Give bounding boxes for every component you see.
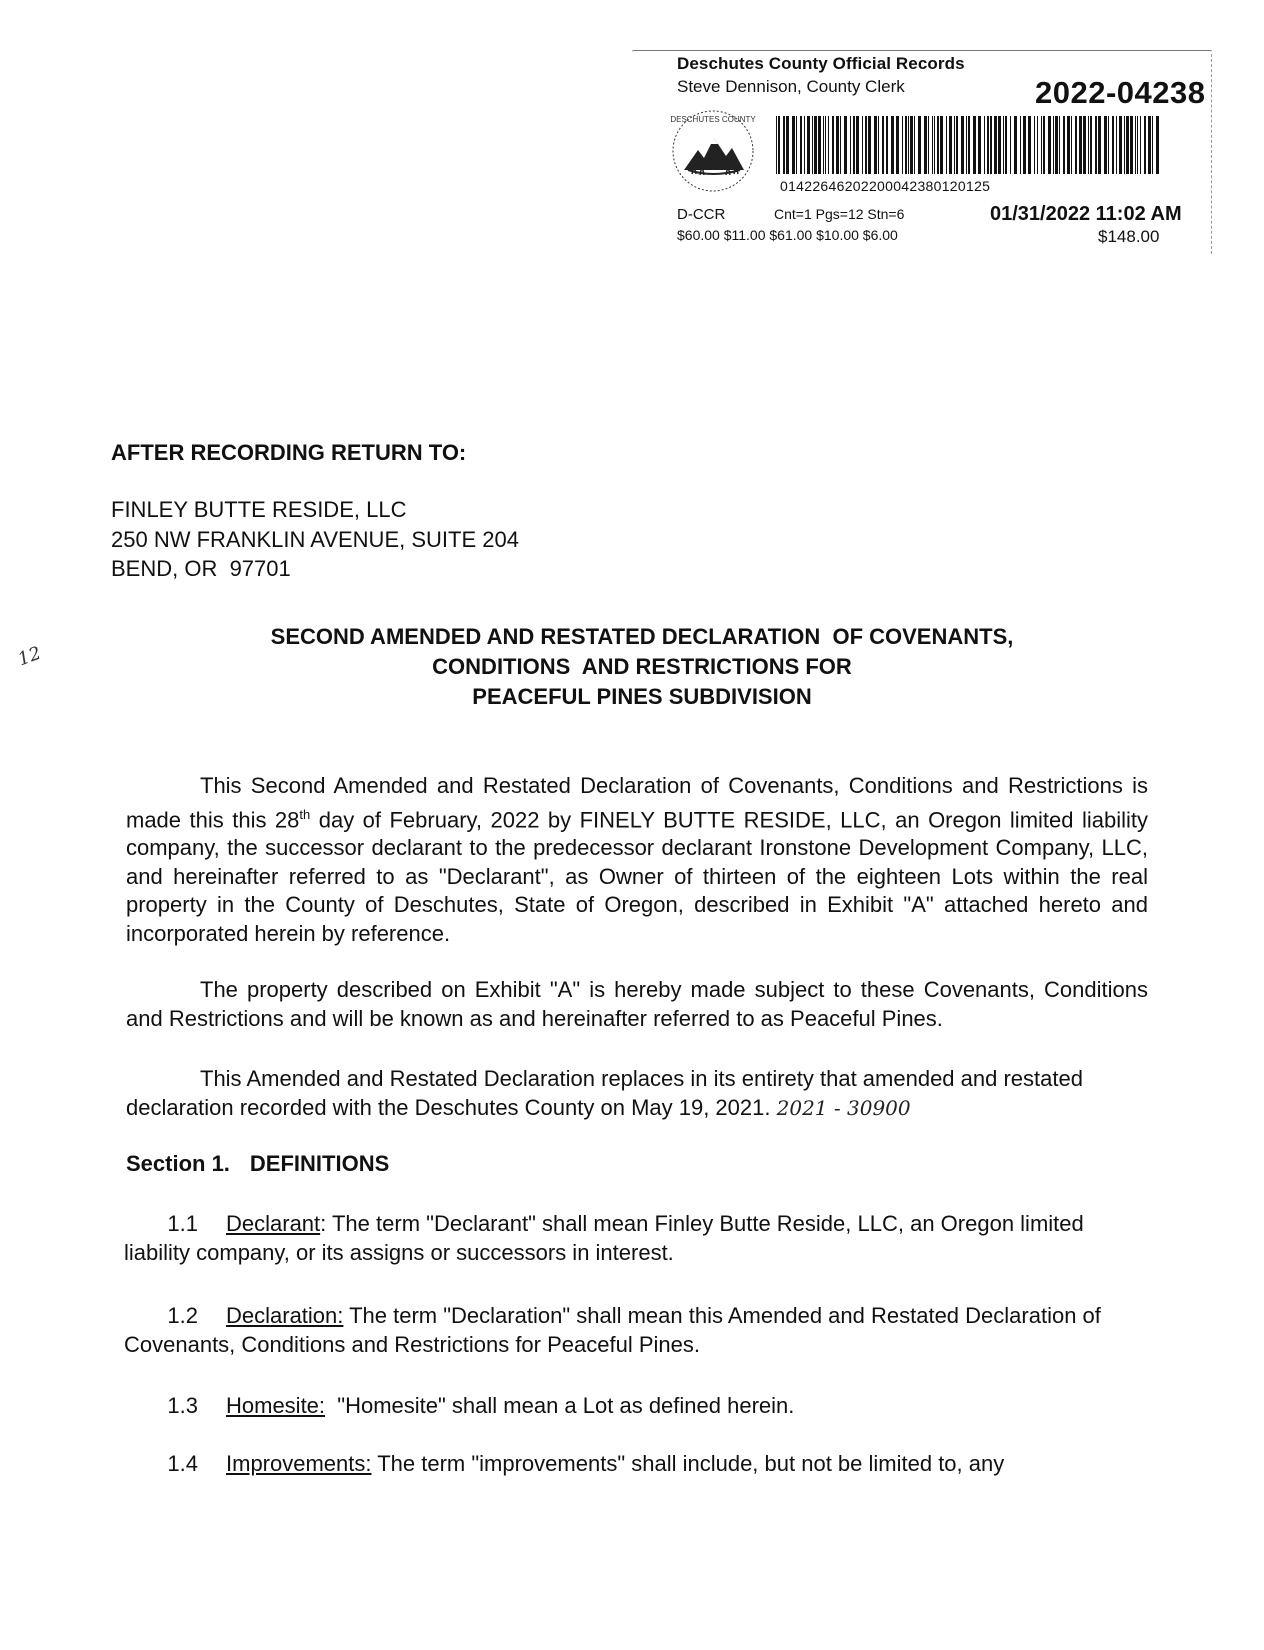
barcode-bar [932,116,933,174]
barcode-bar [1083,116,1086,174]
barcode-bar [1104,116,1107,174]
barcode-bar [1079,116,1082,174]
intro-text-a: This Second Amended and Restated Declaration of Covenants, Conditions and Restrictions is made this this 28 [126,773,1148,832]
definition-term: Improvements: [226,1451,372,1476]
barcode-bar [961,116,964,174]
barcode-bar [1023,116,1026,174]
barcode-bar [1034,116,1035,174]
barcode-bar [990,116,992,174]
barcode-bar [840,116,841,174]
return-line-3: BEND, OR 97701 [111,556,291,581]
definition-term: Declarant [226,1211,321,1236]
barcode-bar [946,116,947,174]
return-line-2: 250 NW FRANKLIN AVENUE, SUITE 204 [111,526,519,552]
barcode-bar [1048,116,1051,174]
stamp-edge [1210,54,1212,254]
barcode-bar [987,116,989,174]
barcode-bar [818,116,821,174]
section-number: Section 1. [126,1151,230,1176]
barcode-bar [886,116,888,174]
definition-1-3 [124,1392,1148,1421]
handwritten-record-number: 2021 - 30900 [776,1095,911,1120]
section-title: DEFINITIONS [249,1151,390,1176]
definition-1-1 [124,1210,1148,1267]
barcode-bar [828,116,829,174]
return-address [111,495,519,584]
barcode-bar [783,116,785,174]
barcode-bar [905,116,907,174]
stamp-total: $148.00 [1098,227,1160,246]
barcode-bar [1112,116,1114,174]
definition-term: Declaration: [226,1303,344,1328]
barcode-bar [1067,116,1070,174]
seal-text: DESCHUTES COUNTY [670,115,756,124]
margin-handwritten-note: 12 [15,642,44,671]
barcode-bar [994,116,997,174]
barcode-bar [1028,116,1031,174]
barcode-bar [1003,116,1004,174]
stamp-title: Deschutes County Official Records [677,54,965,73]
barcode-bar [1119,116,1122,174]
barcode-bar [800,116,802,174]
barcode-bar [1041,116,1042,174]
barcode-bar [1124,116,1125,174]
return-heading: AFTER RECORDING RETURN TO: [111,440,467,465]
barcode-bar [792,116,795,174]
barcode-bar [908,116,909,174]
barcode-bar [914,116,915,174]
definition-term: Homesite: [226,1393,326,1418]
property-text: The property described on Exhibit "A" is hereby made subject to these Covenants, Conditions and Restrictions and will be known as and hereinafter referred to as Peaceful Pines. [126,977,1148,1031]
stamp-datetime: 01/31/2022 11:02 AM [990,203,1182,225]
barcode-bar [1088,116,1089,174]
intro-sup: th [299,806,311,822]
barcode-bar [1043,116,1045,174]
barcode-bar [814,116,817,174]
barcode-bar [924,116,927,174]
barcode-bar [1108,116,1109,174]
section-1-heading [126,1150,389,1178]
barcode-bar [1140,116,1141,174]
barcode-bar [918,116,921,174]
definition-sep: : [320,1211,327,1236]
barcode-bar [823,116,824,174]
return-line-1: FINLEY BUTTE RESIDE, LLC [111,497,407,522]
barcode-bar [1020,116,1021,174]
barcode-bar [836,116,839,174]
barcode-bar [891,116,894,174]
barcode-bar [796,116,797,174]
barcode-bar [910,116,913,174]
barcode-bar [1010,116,1011,174]
barcode-bar [1135,116,1136,174]
barcode-bar [937,116,939,174]
definition-number: 1.1 [167,1211,198,1236]
barcode-bar [786,116,789,174]
barcode-bar [1156,116,1159,174]
definition-text: The term "Declarant" shall mean Finley Butte Reside, LLC, an Oregon limited liability company, or its assigns or successors in interest. [124,1211,1084,1265]
definition-number: 1.2 [167,1303,198,1328]
barcode-bar [902,116,903,174]
property-paragraph [126,976,1148,1033]
barcode-bar [778,116,780,174]
barcode-bar [1053,116,1054,174]
barcode-bar [844,116,847,174]
barcode-bar [1144,116,1146,174]
barcode-bar [896,116,899,174]
definition-number: 1.4 [167,1451,198,1476]
barcode-bar [1137,116,1138,174]
barcode-bar [1063,116,1065,174]
barcode-bar [850,116,851,174]
barcode-bar [1126,116,1129,174]
barcode-bar [878,116,879,174]
barcode-bar [776,116,777,174]
definition-text: "Homesite" shall mean a Lot as defined herein. [325,1393,795,1418]
document-title [200,622,1084,712]
replacement-paragraph [126,1065,1148,1122]
definition-text: The term "improvements" shall include, but not be limited to, any [371,1451,1005,1476]
stamp-fees: $60.00 $11.00 $61.00 $10.00 $6.00 [677,227,898,243]
barcode-bar [949,116,952,174]
barcode-bar [954,116,955,174]
barcode-bar [1130,116,1133,174]
definition-text: The term "Declaration" shall mean this Amended and Restated Declaration of Covenants, Conditions and Restrictions for Peaceful Pines. [124,1303,1101,1357]
stamp-doc-type: D-CCR [677,206,726,223]
barcode-bar [1037,116,1038,174]
replacement-text: This Amended and Restated Declaration replaces in its entirety that amended and restated declaration recorded with the Deschutes County on May 19, 2021. [126,1066,1083,1120]
barcode-bar [804,116,805,174]
barcode-bar [928,116,929,174]
stamp-record-number: 2022-04238 [1035,75,1206,110]
barcode-bar [1014,116,1017,174]
barcode-bar [807,116,810,174]
barcode-bar [1116,116,1117,174]
title-line-3: PEACEFUL PINES SUBDIVISION [472,684,812,709]
barcode [776,116,1160,174]
barcode-bar [978,116,981,174]
barcode-bar [1098,116,1101,174]
barcode-bar [1090,116,1092,174]
barcode-number: 01422646202200042380120125 [780,178,991,194]
barcode-bar [832,116,834,174]
barcode-bar [984,116,985,174]
barcode-bar [1059,116,1060,174]
definition-number: 1.3 [167,1393,198,1418]
barcode-bar [940,116,943,174]
intro-text-b: day of February, 2022 by FINELY BUTTE RESIDE, LLC, an Oregon limited liability company, the successor declarant to the predecessor declarant Ironstone Development Company, LLC, and hereinafter referred to as "Declarant", as Owner of thirteen of the eighteen Lots within the real property in the County of Deschutes, State of Oregon, described in Exhibit "A" attached hereto and incorporated herein by reference. [126,806,1148,946]
title-line-1: SECOND AMENDED AND RESTATED DECLARATION OF COVENANTS, [270,624,1014,649]
barcode-bar [1152,116,1153,174]
barcode-bar [998,116,1001,174]
barcode-bar [968,116,970,174]
barcode-bar [868,116,871,174]
barcode-bar [812,116,813,174]
barcode-bar [966,116,967,174]
stamp-clerk: Steve Dennison, County Clerk [677,77,905,96]
stamp-counts: Cnt=1 Pgs=12 Stn=6 [774,206,905,222]
county-seal-icon [670,108,756,194]
barcode-bar [1005,116,1007,174]
definition-1-2 [124,1302,1148,1359]
barcode-bar [1075,116,1077,174]
recording-stamp [632,44,1212,254]
barcode-bar [865,116,867,174]
barcode-bar [1148,116,1151,174]
intro-paragraph [126,772,1148,948]
definition-1-4 [124,1450,1148,1479]
barcode-bar [825,116,826,174]
barcode-bar [1055,116,1058,174]
stamp-border [632,50,1212,52]
barcode-bar [934,116,935,174]
barcode-bar [956,116,958,174]
barcode-bar [862,116,863,174]
title-line-2: CONDITIONS AND RESTRICTIONS FOR [432,654,852,679]
barcode-bar [874,116,877,174]
barcode-bar [1095,116,1097,174]
barcode-bar [853,116,855,174]
barcode-bar [1071,116,1072,174]
barcode-bar [882,116,884,174]
barcode-bar [856,116,859,174]
barcode-bar [973,116,976,174]
